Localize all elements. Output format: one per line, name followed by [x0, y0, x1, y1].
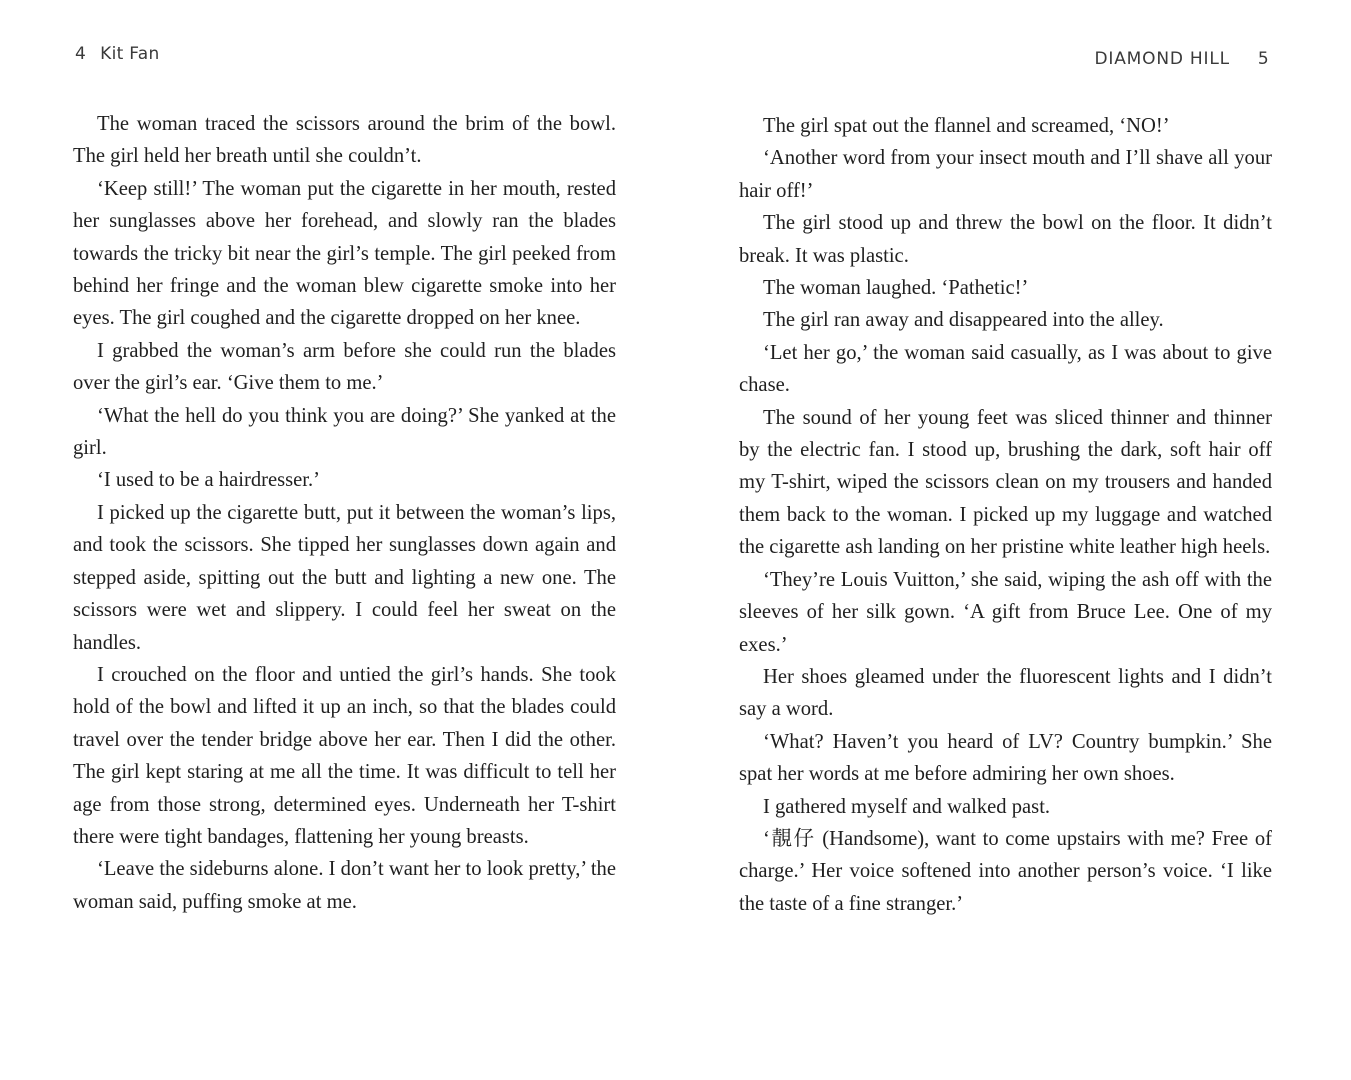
paragraph: ‘Leave the sideburns alone. I don’t want her to look pretty,’ the woman said, puffing smoke at me.: [73, 858, 616, 913]
paragraph: ‘Keep still!’ The woman put the cigarette in her mouth, rested her sunglasses above her forehead, and slowly ran the blades towards the tricky bit near the girl’s temple. The girl peeked from behind her fringe and the woman blew cigarette smoke into her eyes. The girl coughed and the cigarette dropped on her knee.: [73, 177, 616, 330]
paragraph: ‘Another word from your insect mouth and I’ll shave all your hair off!’: [739, 147, 1272, 202]
left-running-head: [75, 44, 160, 64]
paragraph: I picked up the cigarette butt, put it between the woman’s lips, and took the scissors. She tipped her sunglasses down again and stepped aside, spitting out the butt and lighting a new one. The scissors were wet and slippery. I could feel her sweat on the handles.: [73, 501, 616, 654]
paragraph: The sound of her young feet was sliced thinner and thinner by the electric fan. I stood up, brushing the dark, soft hair off my T-shirt, wiped the scissors clean on my trousers and handed them back to the woman. I picked up my luggage and watched the cigarette ash landing on her pristine white leather high heels.: [739, 406, 1272, 559]
paragraph: I crouched on the floor and untied the girl’s hands. She took hold of the bowl and lifted it up an inch, so that the blades could travel over the tender bridge above her ear. Then I did the other. The girl kept staring at me all the time. It was difficult to tell her age from those strong, determined eyes. Underneath her T-shirt there were tight bandages, flattening her young breasts.: [73, 663, 616, 848]
paragraph: I grabbed the woman’s arm before she could run the blades over the girl’s ear. ‘Give them to me.’: [73, 339, 616, 395]
paragraph: ‘I used to be a hairdresser.’: [97, 469, 321, 492]
right-page: [675, 0, 1351, 1080]
right-running-head-title: DIAMOND HILL: [1094, 49, 1230, 69]
paragraph: I gathered myself and walked past.: [763, 795, 1051, 818]
left-page: [0, 0, 675, 1080]
paragraph: ‘靚仔 (Handsome), want to come upstairs with me? Free of charge.’ Her voice softened into another person’s voice. ‘I like the taste of a fine stranger.’: [739, 827, 1272, 915]
paragraph: The girl stood up and threw the bowl on the floor. It didn’t break. It was plastic.: [739, 212, 1272, 267]
paragraph: The girl spat out the flannel and screamed, ‘NO!’: [763, 115, 1170, 137]
paragraph: The woman traced the scissors around the brim of the bowl. The girl held her breath until she couldn’t.: [73, 113, 616, 168]
paragraph: ‘What? Haven’t you heard of LV? Country bumpkin.’ She spat her words at me before admiring her own shoes.: [739, 730, 1272, 786]
paragraph: ‘They’re Louis Vuitton,’ she said, wiping the ash off with the sleeves of her silk gown. ‘A gift from Bruce Lee. One of my exes.’: [739, 568, 1272, 656]
left-body-text: [73, 108, 616, 918]
right-running-head: [1095, 49, 1269, 69]
paragraph: ‘What the hell do you think you are doing?’ She yanked at the girl.: [73, 404, 616, 460]
right-page-number: 5: [1257, 49, 1269, 69]
paragraph: ‘Let her go,’ the woman said casually, as I was about to give chase.: [739, 341, 1272, 397]
left-page-number: 4: [75, 44, 87, 64]
paragraph: The woman laughed. ‘Pathetic!’: [763, 277, 1029, 300]
paragraph: Her shoes gleamed under the fluorescent lights and I didn’t say a word.: [739, 665, 1272, 721]
right-body-text: [739, 110, 1272, 920]
paragraph: The girl ran away and disappeared into the alley.: [763, 309, 1164, 332]
left-running-head-title: Kit Fan: [100, 44, 160, 64]
